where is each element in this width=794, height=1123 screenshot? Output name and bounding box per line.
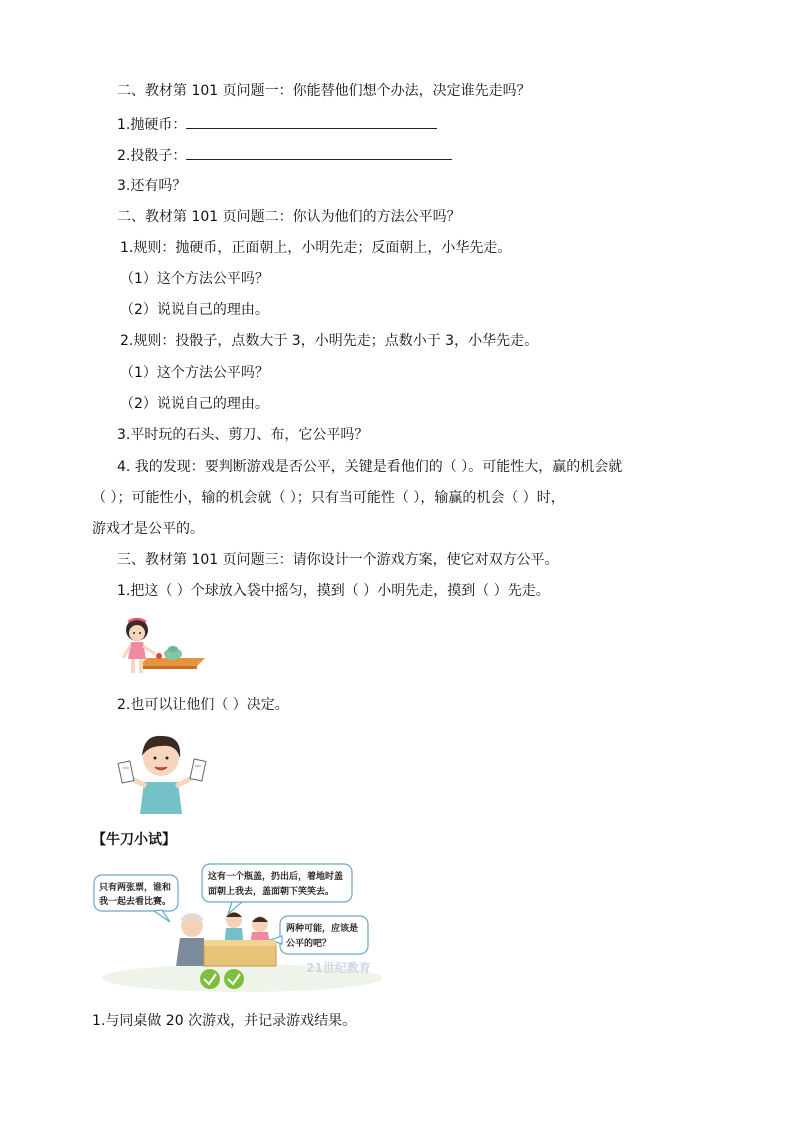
bubble2-line2: 面朝上我去，盖面朝下笑笑去。 (208, 887, 335, 897)
bubble2-line1: 这有一个瓶盖，扔出后，着地时盖 (208, 872, 344, 882)
bubble1-line2: 我一起去看比赛。 (99, 897, 172, 907)
girl-with-bag-illustration (117, 614, 207, 679)
practice-heading: 【牛刀小试】 (92, 832, 176, 848)
rule1-question2: （2）说说自己的理由。 (120, 302, 269, 318)
rule2-text: 2.规则：投骰子，点数大于 3，小明先走；点数小于 3，小华先走。 (120, 333, 539, 349)
ball-game-item: 1.把这（ ）个球放入袋中摇匀，摸到（ ）小明先走，摸到（ ）先走。 (117, 583, 550, 599)
dice-item-label: 2.投骰子： (117, 148, 187, 164)
rule2-question1: （1）这个方法公平吗？ (120, 365, 269, 381)
discovery-line-c: 游戏才是公平的。 (92, 521, 204, 537)
section3-heading: 三、教材第 101 页问题三：请你设计一个游戏方案，使它对双方公平。 (117, 552, 559, 568)
coin-answer-line[interactable] (186, 114, 437, 129)
practice-scene-illustration (92, 860, 382, 994)
decide-item: 2.也可以让他们（ ）决定。 (117, 697, 289, 713)
boy-with-cards-illustration (116, 728, 208, 814)
practice-task1: 1.与同桌做 20 次游戏，并记录游戏结果。 (92, 1013, 357, 1029)
watermark-text: 21世纪教育 (306, 961, 371, 975)
bubble1-line1: 只有两张票，谁和 (99, 883, 172, 893)
section1-heading: 二、教材第 101 页问题一：你能替他们想个办法，决定谁先走吗？ (117, 83, 531, 99)
other-item: 3.还有吗？ (117, 178, 187, 194)
rule1-text: 1.规则：抛硬币，正面朝上，小明先走；反面朝上，小华先走。 (120, 240, 512, 256)
bubble3-line1: 两种可能，应该是 (286, 924, 359, 934)
dice-answer-line[interactable] (186, 145, 452, 160)
bubble3-line2: 公平的吧？ (286, 939, 332, 949)
section2-heading: 二、教材第 101 页问题二：你认为他们的方法公平吗？ (117, 209, 461, 225)
rock-paper-scissors-item: 3.平时玩的石头、剪刀、布，它公平吗？ (117, 427, 369, 443)
coin-item-label: 1.抛硬币： (117, 117, 187, 133)
rule2-question2: （2）说说自己的理由。 (120, 396, 269, 412)
dice-item (117, 145, 452, 166)
discovery-line-a: 4. 我的发现：要判断游戏是否公平，关键是看他们的（ ）。可能性大，赢的机会就 (117, 459, 623, 475)
discovery-line-b: （ ）；可能性小，输的机会就（ ）；只有当可能性（ ），输赢的机会（ ）时， (92, 490, 565, 506)
rule1-question1: （1）这个方法公平吗？ (120, 271, 269, 287)
coin-item (117, 114, 437, 135)
